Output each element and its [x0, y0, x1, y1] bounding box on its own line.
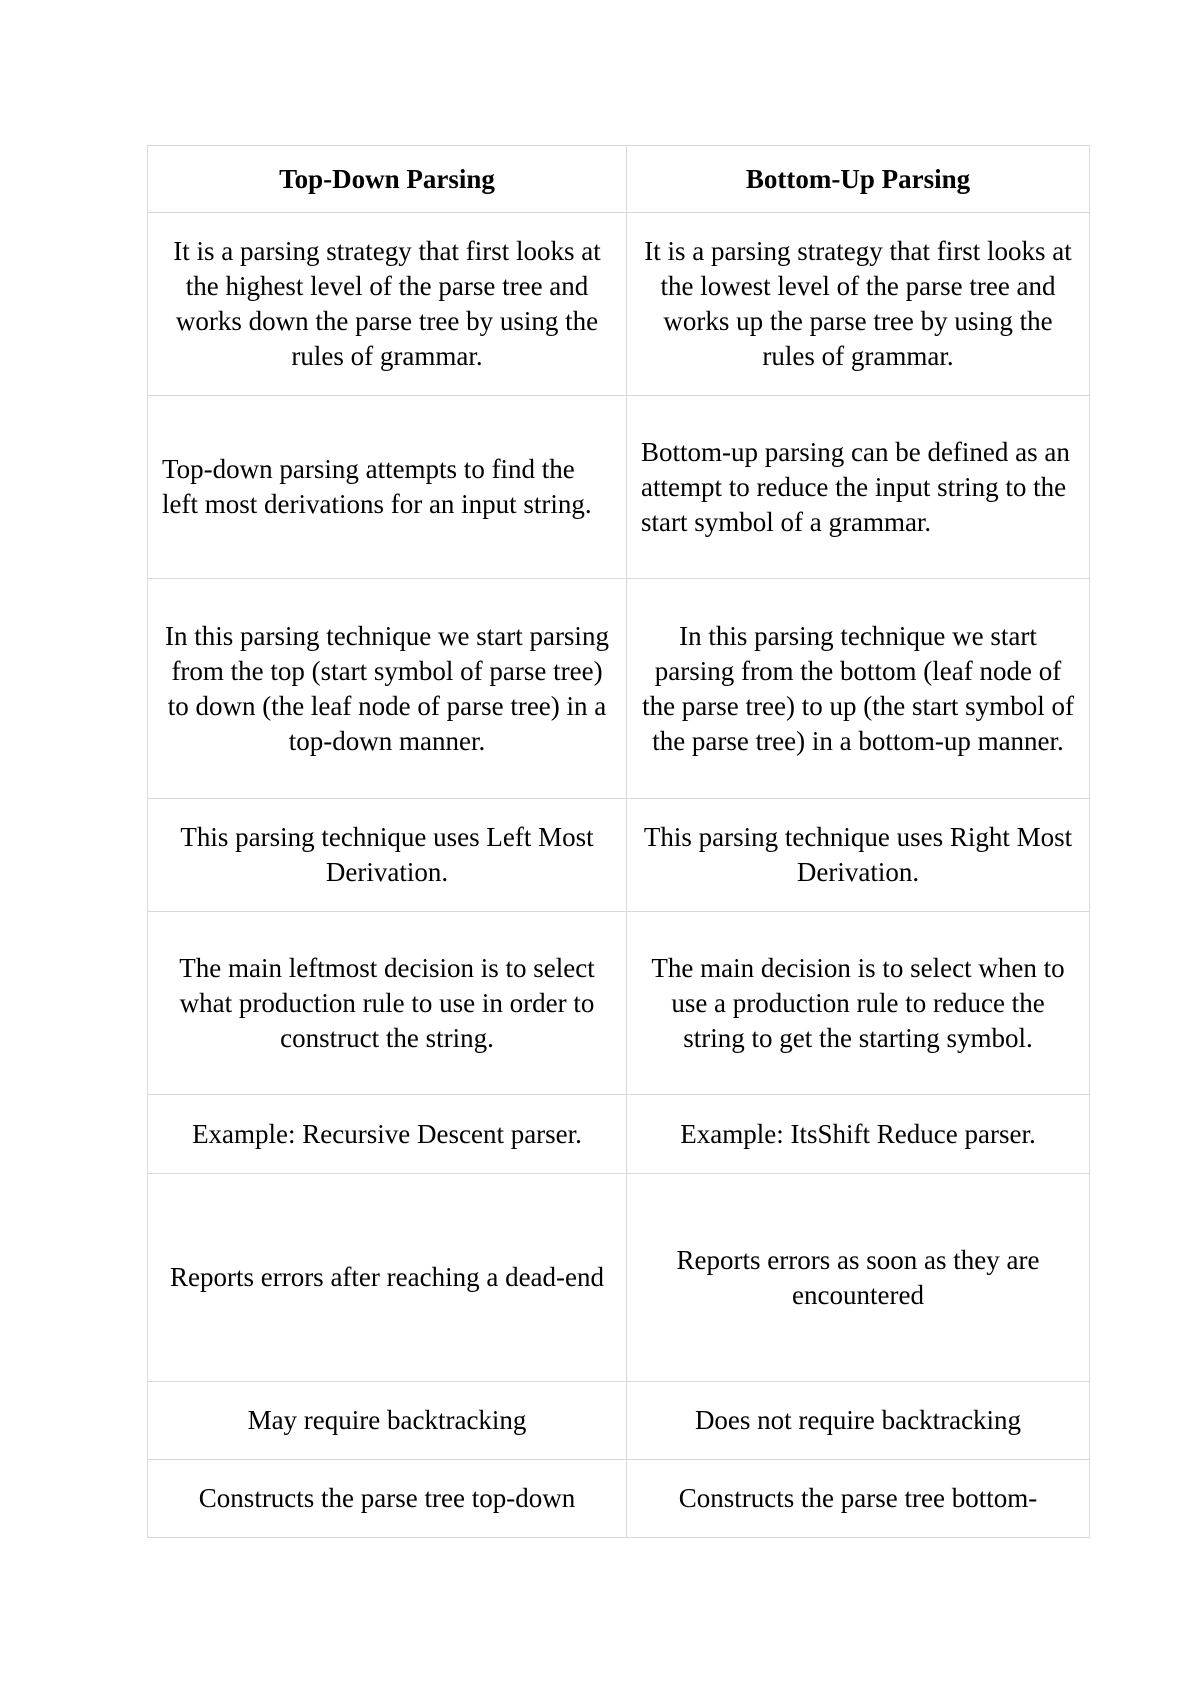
cell-top-down: In this parsing technique we start parsing from the top (start symbol of parse tree) to down (the leaf node of parse tree) in a top-down manner.: [148, 579, 627, 799]
table-row: [148, 799, 1090, 912]
cell-bottom-up: Does not require backtracking: [627, 1382, 1090, 1460]
table-row: [148, 1174, 1090, 1382]
cell-top-down: Top-down parsing attempts to find the left most derivations for an input string.: [148, 396, 627, 579]
cell-bottom-up: This parsing technique uses Right Most Derivation.: [627, 799, 1090, 912]
cell-bottom-up: In this parsing technique we start parsing from the bottom (leaf node of the parse tree) to up (the start symbol of the parse tree) in a bottom-up manner.: [627, 579, 1090, 799]
cell-bottom-up: Bottom-up parsing can be defined as an attempt to reduce the input string to the start symbol of a grammar.: [627, 396, 1090, 579]
cell-bottom-up: It is a parsing strategy that first looks at the lowest level of the parse tree and works up the parse tree by using the rules of grammar.: [627, 213, 1090, 396]
cell-bottom-up: Reports errors as soon as they are encountered: [627, 1174, 1090, 1382]
cell-top-down: It is a parsing strategy that first looks at the highest level of the parse tree and works down the parse tree by using the rules of grammar.: [148, 213, 627, 396]
table-row: [148, 579, 1090, 799]
table-row: [148, 1460, 1090, 1538]
cell-top-down: Example: Recursive Descent parser.: [148, 1095, 627, 1174]
comparison-table: [147, 145, 1090, 1538]
cell-top-down: Reports errors after reaching a dead-end: [148, 1174, 627, 1382]
header-bottom-up: Bottom-Up Parsing: [627, 146, 1090, 213]
table-row: [148, 396, 1090, 579]
table-header-row: [148, 146, 1090, 213]
document-page: [147, 145, 1089, 1538]
header-top-down: Top-Down Parsing: [148, 146, 627, 213]
cell-top-down: The main leftmost decision is to select what production rule to use in order to construct the string.: [148, 912, 627, 1095]
cell-bottom-up: Constructs the parse tree bottom-: [627, 1460, 1090, 1538]
table-row: [148, 1382, 1090, 1460]
table-row: [148, 912, 1090, 1095]
table-row: [148, 1095, 1090, 1174]
cell-bottom-up: The main decision is to select when to use a production rule to reduce the string to get the starting symbol.: [627, 912, 1090, 1095]
cell-top-down: This parsing technique uses Left Most Derivation.: [148, 799, 627, 912]
cell-top-down: May require backtracking: [148, 1382, 627, 1460]
cell-bottom-up: Example: ItsShift Reduce parser.: [627, 1095, 1090, 1174]
cell-top-down: Constructs the parse tree top-down: [148, 1460, 627, 1538]
table-row: [148, 213, 1090, 396]
